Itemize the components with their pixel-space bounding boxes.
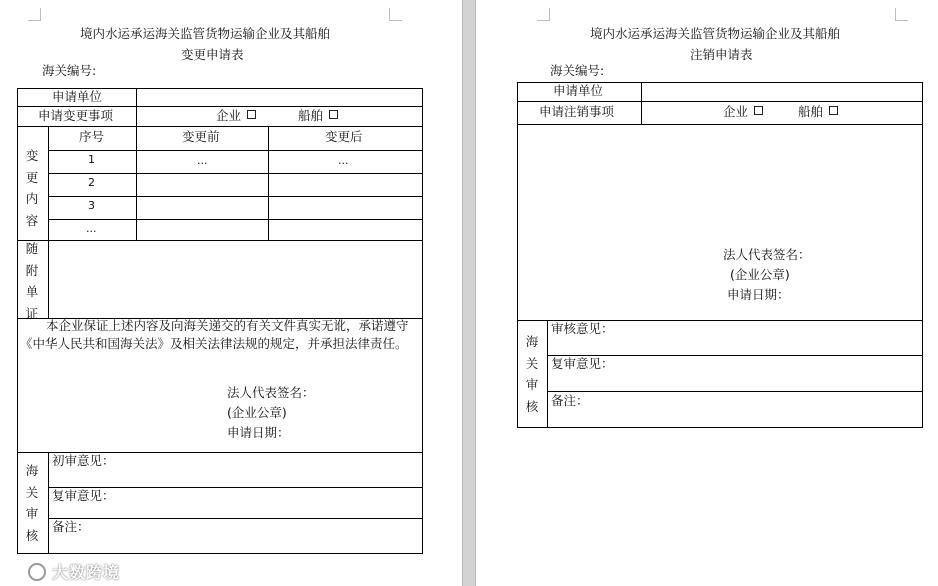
ship-checkbox[interactable]: [329, 110, 338, 119]
company-checkbox[interactable]: [754, 106, 763, 115]
declaration-line2: 《中华人民共和国海关法》及相关法律法规的规定，并承担法律责任。: [20, 336, 408, 351]
form-title-line1: 境内水运承运海关监管货物运输企业及其船舶: [80, 26, 331, 41]
seal-label: (企业公章): [730, 267, 790, 282]
option-company-label: 企业: [216, 108, 242, 123]
customs-review-label: 海关审核: [25, 463, 39, 543]
row-seq: 3: [88, 199, 95, 212]
option-ship-label: 船舶: [798, 104, 824, 119]
customs-number-label: 海关编号:: [550, 63, 605, 78]
company-checkbox[interactable]: [247, 110, 256, 119]
document-page-change-form: [0, 0, 462, 586]
margin-corner-mark: [537, 8, 550, 21]
header-after: 变更后: [325, 129, 363, 144]
document-page-cancel-form: [476, 0, 938, 586]
header-before: 变更前: [182, 129, 220, 144]
date-label: 申请日期：: [727, 287, 790, 302]
customs-review-label: 海关审核: [525, 334, 539, 414]
declaration-line1: 本企业保证上述内容及向海关递交的有关文件真实无讹，承诺遵守: [46, 318, 409, 333]
option-ship[interactable]: [298, 108, 338, 124]
page-separator: [462, 0, 476, 586]
row-seq: 2: [88, 176, 95, 189]
option-company[interactable]: [216, 108, 256, 124]
change-content-label: 变更内容: [25, 148, 39, 228]
cancel-item-label: 申请注销事项: [539, 104, 615, 119]
row-seq: 1: [88, 153, 95, 166]
seal-label: (企业公章): [227, 405, 287, 420]
applicant-unit-label: 申请单位: [553, 83, 604, 98]
option-company-label: 企业: [723, 104, 749, 119]
margin-corner-mark: [28, 8, 41, 21]
first-review-label: 初审意见：: [52, 453, 115, 468]
option-ship-label: 船舶: [298, 108, 324, 123]
row-after: ...: [338, 154, 349, 167]
option-ship[interactable]: [798, 104, 838, 120]
signature-label: 法人代表签名：: [227, 385, 315, 400]
applicant-unit-label: 申请单位: [52, 89, 103, 104]
signature-label: 法人代表签名：: [723, 247, 811, 262]
attachments-label: 随附单证: [25, 241, 39, 321]
margin-corner-mark: [895, 8, 908, 21]
remarks-label: 备注：: [52, 519, 90, 534]
remarks-label: 备注：: [551, 393, 589, 408]
watermark-logo-icon: [28, 563, 46, 581]
form-title-line2: 注销申请表: [690, 47, 753, 62]
margin-corner-mark: [389, 8, 402, 21]
change-item-label: 申请变更事项: [38, 108, 114, 123]
row-seq: ...: [86, 222, 97, 235]
option-company[interactable]: [723, 104, 763, 120]
header-seq: 序号: [79, 129, 105, 144]
second-review-label: 复审意见：: [551, 356, 614, 371]
ship-checkbox[interactable]: [829, 106, 838, 115]
second-review-label: 复审意见：: [52, 488, 115, 503]
row-before: ...: [197, 154, 208, 167]
date-label: 申请日期：: [227, 425, 290, 440]
form-title-line2: 变更申请表: [181, 47, 244, 62]
watermark: [28, 560, 120, 583]
form-title-line1: 境内水运承运海关监管货物运输企业及其船舶: [590, 26, 841, 41]
review-opinion-label: 审核意见：: [551, 321, 614, 336]
customs-number-label: 海关编号:: [42, 63, 97, 78]
watermark-text: 大数跨境: [52, 563, 121, 582]
